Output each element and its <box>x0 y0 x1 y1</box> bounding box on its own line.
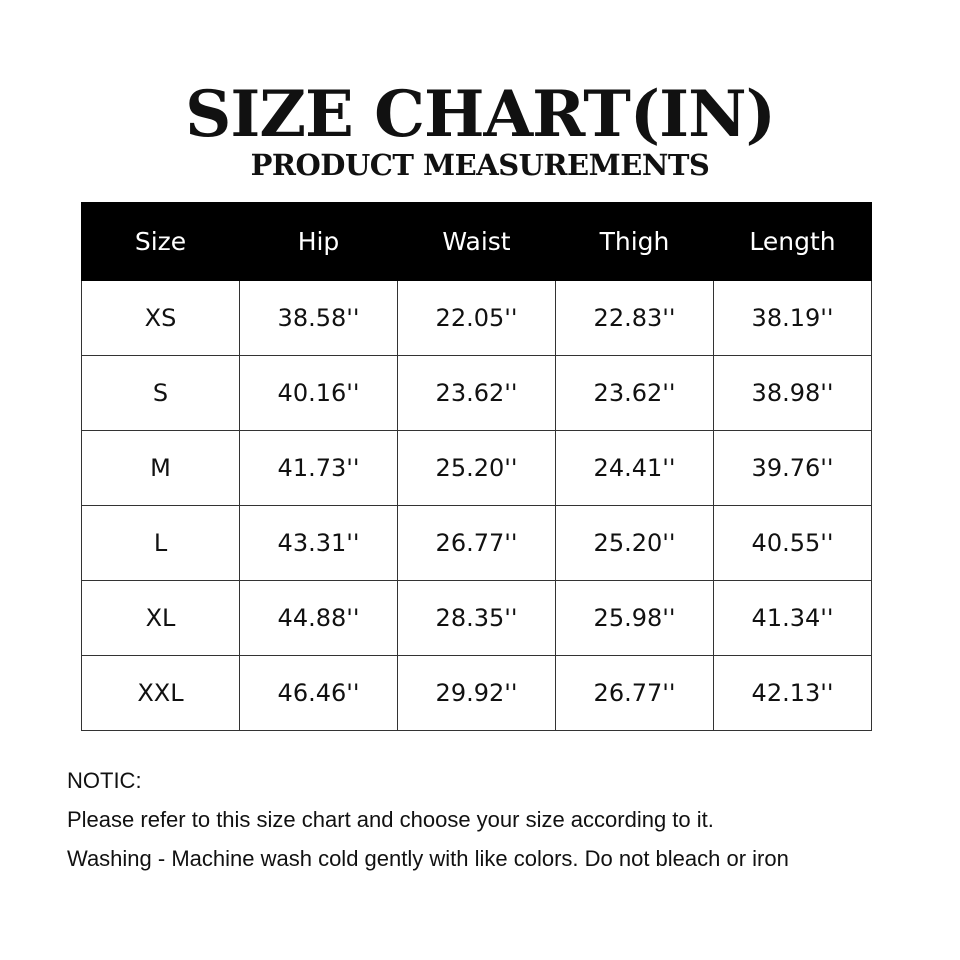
table-row <box>82 656 872 731</box>
thigh-cell: 25.20'' <box>556 506 714 581</box>
length-cell: 38.19'' <box>714 281 872 356</box>
size-chart-table <box>81 202 872 731</box>
column-header-hip: Hip <box>240 203 398 281</box>
waist-cell: 29.92'' <box>398 656 556 731</box>
notes-section <box>67 766 947 883</box>
page-subtitle: PRODUCT MEASUREMENTS <box>250 148 710 182</box>
size-cell: XS <box>82 281 240 356</box>
size-cell: XXL <box>82 656 240 731</box>
hip-cell: 38.58'' <box>240 281 398 356</box>
waist-cell: 26.77'' <box>398 506 556 581</box>
hip-cell: 43.31'' <box>240 506 398 581</box>
hip-cell: 40.16'' <box>240 356 398 431</box>
column-header-thigh: Thigh <box>556 203 714 281</box>
column-header-size: Size <box>82 203 240 281</box>
table-row <box>82 506 872 581</box>
table-header <box>82 203 872 281</box>
table-row <box>82 581 872 656</box>
waist-cell: 22.05'' <box>398 281 556 356</box>
waist-cell: 25.20'' <box>398 431 556 506</box>
thigh-cell: 24.41'' <box>556 431 714 506</box>
thigh-cell: 22.83'' <box>556 281 714 356</box>
hip-cell: 44.88'' <box>240 581 398 656</box>
table-row <box>82 431 872 506</box>
table-row <box>82 356 872 431</box>
page-title: SIZE CHART(IN) <box>185 77 775 152</box>
column-header-waist: Waist <box>398 203 556 281</box>
hip-cell: 41.73'' <box>240 431 398 506</box>
notice-washing-instructions: Washing - Machine wash cold gently with like colors. Do not bleach or iron <box>67 846 789 871</box>
waist-cell: 23.62'' <box>398 356 556 431</box>
table-row <box>82 281 872 356</box>
table-body <box>82 281 872 731</box>
hip-cell: 46.46'' <box>240 656 398 731</box>
notice-heading: NOTIC: <box>67 768 142 793</box>
length-cell: 39.76'' <box>714 431 872 506</box>
waist-cell: 28.35'' <box>398 581 556 656</box>
thigh-cell: 23.62'' <box>556 356 714 431</box>
notice-size-advice: Please refer to this size chart and choose your size according to it. <box>67 807 714 832</box>
length-cell: 41.34'' <box>714 581 872 656</box>
length-cell: 38.98'' <box>714 356 872 431</box>
length-cell: 40.55'' <box>714 506 872 581</box>
thigh-cell: 25.98'' <box>556 581 714 656</box>
size-cell: S <box>82 356 240 431</box>
table-header-row <box>82 203 872 281</box>
length-cell: 42.13'' <box>714 656 872 731</box>
size-cell: M <box>82 431 240 506</box>
size-cell: L <box>82 506 240 581</box>
column-header-length: Length <box>714 203 872 281</box>
size-cell: XL <box>82 581 240 656</box>
thigh-cell: 26.77'' <box>556 656 714 731</box>
